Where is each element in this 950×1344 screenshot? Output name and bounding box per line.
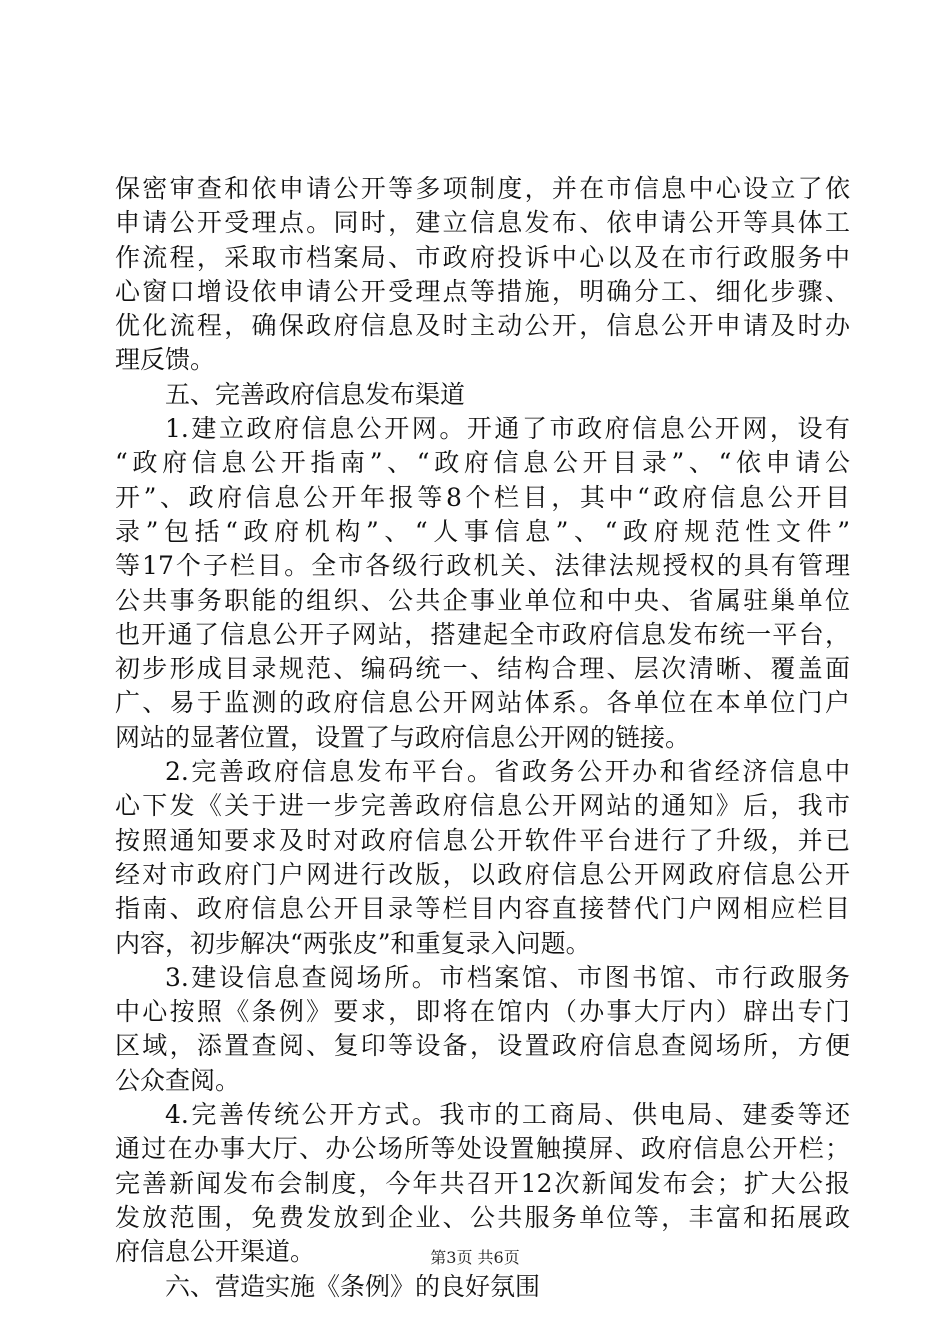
text-line: 发放范围，免费发放到企业、公共服务单位等，丰富和拓展政 xyxy=(115,1202,850,1232)
text-line: 1.建立政府信息公开网。开通了市政府信息公开网，设有 xyxy=(165,414,850,444)
text-line: 申请公开受理点。同时，建立信息发布、依申请公开等具体工 xyxy=(115,208,850,238)
text-line: 等17个子栏目。全市各级行政机关、法律法规授权的具有管理 xyxy=(115,551,850,581)
text-line: 3.建设信息查阅场所。市档案馆、市图书馆、市行政服务 xyxy=(165,962,850,992)
text-line: 内容，初步解决“两张皮”和重复录入问题。 xyxy=(115,928,591,958)
text-line: 六、营造实施《条例》的良好氛围 xyxy=(165,1271,541,1301)
text-line: 区域，添置查阅、复印等设备，设置政府信息查阅场所，方便 xyxy=(115,1031,850,1061)
text-line: 按照通知要求及时对政府信息公开软件平台进行了升级，并已 xyxy=(115,825,850,855)
text-line: 2.完善政府信息发布平台。省政务公开办和省经济信息中 xyxy=(165,757,850,787)
text-line: 4.完善传统公开方式。我市的工商局、供电局、建委等还 xyxy=(165,1100,850,1130)
text-line: 网站的显著位置，设置了与政府信息公开网的链接。 xyxy=(115,722,691,752)
text-line: 开”、政府信息公开年报等8个栏目，其中“政府信息公开目 xyxy=(115,482,850,512)
text-line: 录”包括“政府机构”、“人事信息”、“政府规范性文件” xyxy=(115,516,850,546)
text-line: 指南、政府信息公开目录等栏目内容直接替代门户网相应栏目 xyxy=(115,894,850,924)
text-line: 五、完善政府信息发布渠道 xyxy=(165,379,466,409)
text-line: 作流程，采取市档案局、市政府投诉中心以及在市行政服务中 xyxy=(115,242,850,272)
text-line: 初步形成目录规范、编码统一、结构合理、层次清晰、覆盖面 xyxy=(115,654,850,684)
text-line: 也开通了信息公开子网站，搭建起全市政府信息发布统一平台， xyxy=(115,619,850,649)
text-line: “政府信息公开指南”、“政府信息公开目录”、“依申请公 xyxy=(115,448,850,478)
text-line: 心下发《关于进一步完善政府信息公开网站的通知》后，我市 xyxy=(115,791,850,821)
text-line: 理反馈。 xyxy=(115,345,216,375)
text-line: 广、易于监测的政府信息公开网站体系。各单位在本单位门户 xyxy=(115,688,850,718)
text-line: 中心按照《条例》要求，即将在馆内（办事大厅内）辟出专门 xyxy=(115,997,850,1027)
text-line: 通过在办事大厅、办公场所等处设置触摸屏、政府信息公开栏； xyxy=(115,1134,850,1164)
text-line: 心窗口增设依申请公开受理点等措施，明确分工、细化步骤、 xyxy=(115,276,850,306)
text-line: 优化流程，确保政府信息及时主动公开，信息公开申请及时办 xyxy=(115,311,850,341)
text-line: 保密审查和依申请公开等多项制度，并在市信息中心设立了依 xyxy=(115,174,850,203)
document-body xyxy=(115,172,850,1304)
text-line: 完善新闻发布会制度，今年共召开12次新闻发布会；扩大公报 xyxy=(115,1168,850,1198)
text-line: 公众查阅。 xyxy=(115,1065,241,1095)
text-line: 经对市政府门户网进行改版，以政府信息公开网政府信息公开 xyxy=(115,859,850,889)
text-line: 府信息公开渠道。 xyxy=(115,1237,316,1267)
text-line: 公共事务职能的组织、公共企事业单位和中央、省属驻巢单位 xyxy=(115,585,850,615)
page-footer: 第3页 共6页 xyxy=(430,1248,520,1267)
